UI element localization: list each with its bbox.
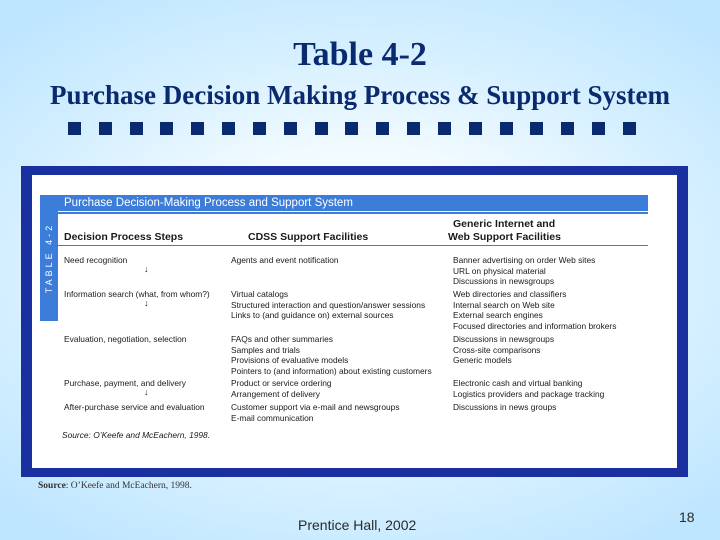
column-header-steps: Decision Process Steps [64, 231, 184, 243]
table-row-step: Evaluation, negotiation, selection [64, 334, 187, 344]
table-row-cdss: FAQs and other summaries Samples and trials Provisions of evaluative models Pointers to (and information) about existing customers [231, 334, 432, 376]
table-row-step: Need recognition [64, 255, 128, 265]
slide-subtitle: Purchase Decision Making Process & Support System [50, 80, 670, 110]
table-figure [32, 175, 677, 468]
table-row-generic: Discussions in newsgroups Cross-site comparisons Generic models [453, 334, 555, 365]
table-row-generic: Electronic cash and virtual banking Logistics providers and package tracking [453, 378, 605, 399]
down-arrow-icon: ↓ [144, 387, 149, 397]
table-row-cdss: Agents and event notification [231, 255, 339, 265]
table-row-generic: Web directories and classifiers Internal search on Web site External search engines Focused directories and information brokers [453, 289, 617, 331]
column-header-generic-line2: Web Support Facilities [448, 231, 561, 243]
slide-title: Table 4-2 [293, 36, 427, 73]
column-header-cdss: CDSS Support Facilities [248, 231, 369, 243]
table-row-step: After-purchase service and evaluation [64, 402, 205, 412]
table-row-generic: Discussions in news groups [453, 402, 557, 412]
down-arrow-icon: ↓ [144, 298, 149, 308]
source-text: : O’Keefe and McEachern, 1998. [65, 481, 192, 491]
table-row-step: Purchase, payment, and delivery [64, 378, 186, 388]
page-number: 18 [679, 509, 695, 525]
column-header-generic-line1: Generic Internet and [453, 218, 556, 230]
down-arrow-icon: ↓ [144, 264, 149, 274]
figure-source-note: Source: O’Keefe and McEachern, 1998. [62, 430, 211, 440]
footer-publisher: Prentice Hall, 2002 [298, 517, 417, 533]
table-row-cdss: Customer support via e-mail and newsgroups E-mail communication [231, 402, 400, 423]
source-label: Source [38, 481, 66, 491]
decorative-square-bar [68, 122, 636, 136]
table-row-generic: Banner advertising on order Web sites URL on physical material Discussions in newsgroups [453, 255, 596, 286]
slide-source-note [38, 481, 192, 491]
table-row-step: Information search (what, from whom?) [64, 289, 210, 299]
header-rule-top [58, 212, 648, 214]
table-side-tab [40, 195, 58, 321]
table-row-cdss: Virtual catalogs Structured interaction and question/answer sessions Links to (and guidance on) external sources [231, 289, 426, 320]
table-header-bar: Purchase Decision-Making Process and Support System [58, 195, 648, 211]
table-row-cdss: Product or service ordering Arrangement of delivery [231, 378, 332, 399]
table-figure-frame [21, 166, 688, 477]
header-rule-bottom [58, 245, 648, 246]
table-side-tab-label: TABLE 4-2 [44, 222, 55, 294]
